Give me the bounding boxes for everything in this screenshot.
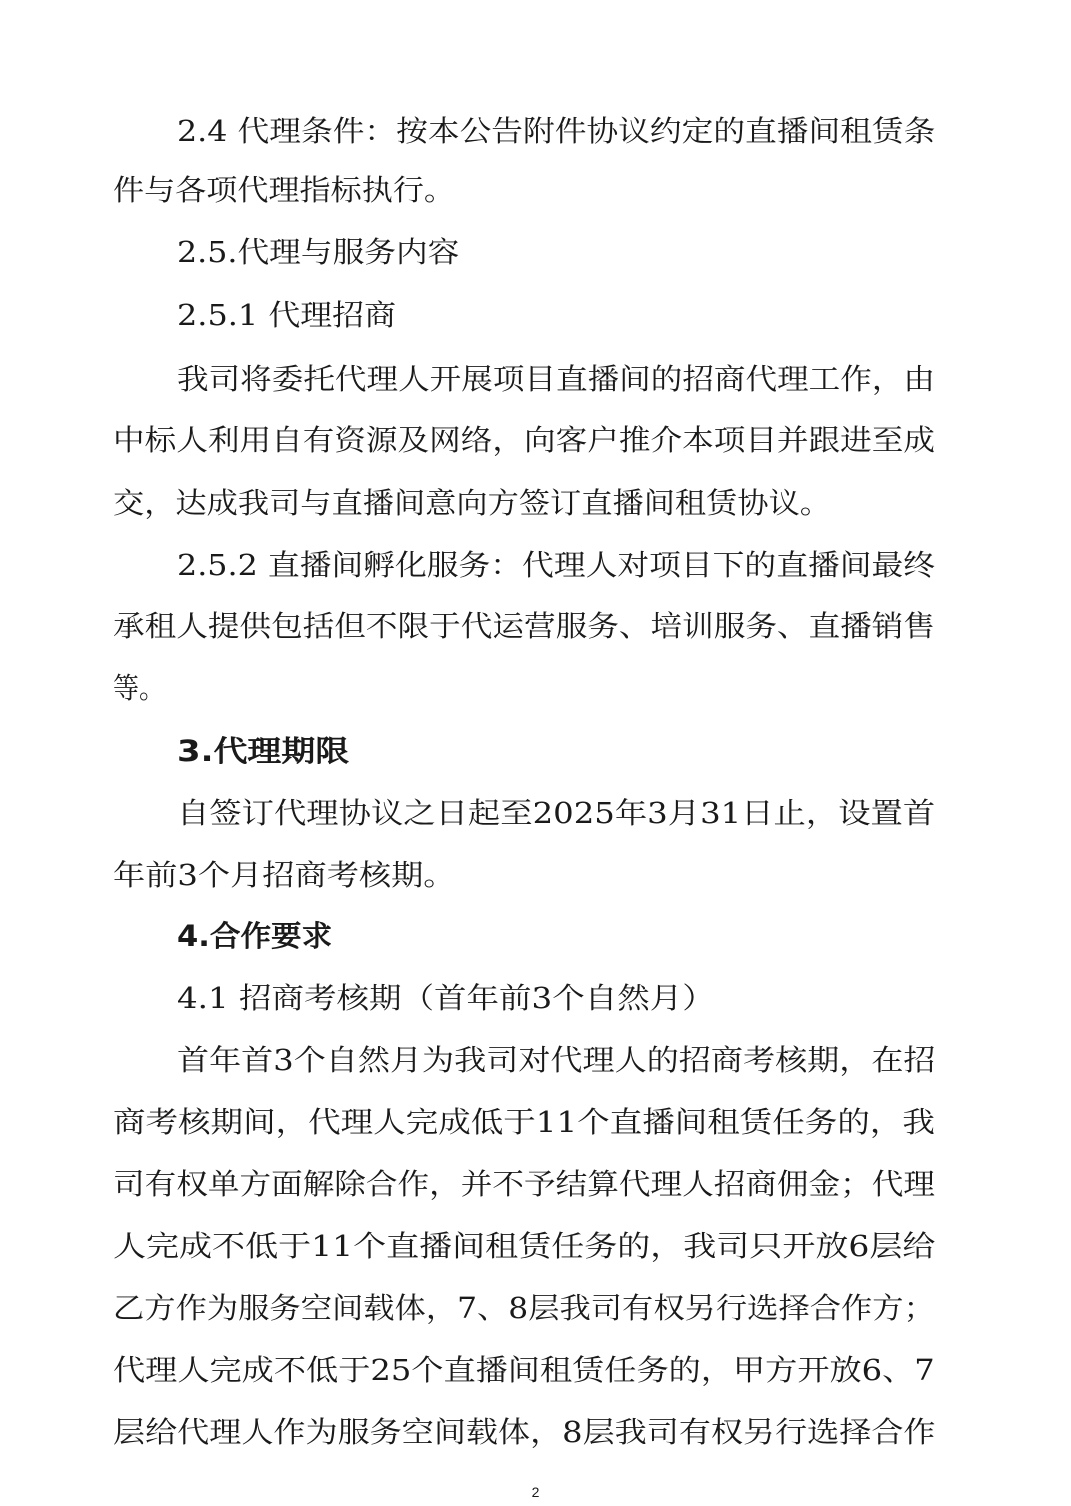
text-line: 等。 (113, 671, 166, 705)
text-line: 2.4 代理条件：按本公告附件协议约定的直播间租赁条 (177, 114, 936, 148)
text-line: 2.5.2 直播间孵化服务：代理人对项目下的直播间最终 (177, 548, 936, 582)
section-heading: 2.5.代理与服务内容 (177, 235, 460, 269)
text-line: 自签订代理协议之日起至2025年3月31日止，设置首 (177, 796, 936, 830)
section-heading: 4.1 招商考核期（首年前3个自然月） (177, 981, 715, 1015)
section-heading: 2.5.1 代理招商 (177, 298, 397, 332)
text-line: 年前3个月招商考核期。 (113, 858, 456, 892)
text-line: 我司将委托代理人开展项目直播间的招商代理工作，由 (177, 362, 936, 396)
text-line: 交，达成我司与直播间意向方签订直播间租赁协议。 (113, 486, 832, 520)
text-line: 首年首3个自然月为我司对代理人的招商考核期，在招 (177, 1043, 936, 1077)
text-line: 司有权单方面解除合作，并不予结算代理人招商佣金；代理 (113, 1167, 936, 1201)
text-line: 代理人完成不低于25个直播间租赁任务的，甲方开放6、7 (113, 1353, 935, 1387)
section-heading: 4.合作要求 (177, 919, 333, 953)
page-number: 2 (531, 1484, 540, 1500)
text-line: 中标人利用自有资源及网络，向客户推介本项目并跟进至成 (113, 423, 936, 457)
text-line: 承租人提供包括但不限于代运营服务、培训服务、直播销售 (113, 609, 936, 643)
section-heading: 3.代理期限 (177, 734, 350, 768)
text-line: 商考核期间，代理人完成低于11个直播间租赁任务的，我 (113, 1105, 935, 1139)
text-line: 层给代理人作为服务空间载体，8层我司有权另行选择合作 (113, 1415, 936, 1449)
text-line: 人完成不低于11个直播间租赁任务的，我司只开放6层给 (113, 1229, 936, 1263)
text-line: 乙方作为服务空间载体，7、8层我司有权另行选择合作方； (113, 1291, 935, 1325)
text-line: 件与各项代理指标执行。 (113, 173, 456, 207)
